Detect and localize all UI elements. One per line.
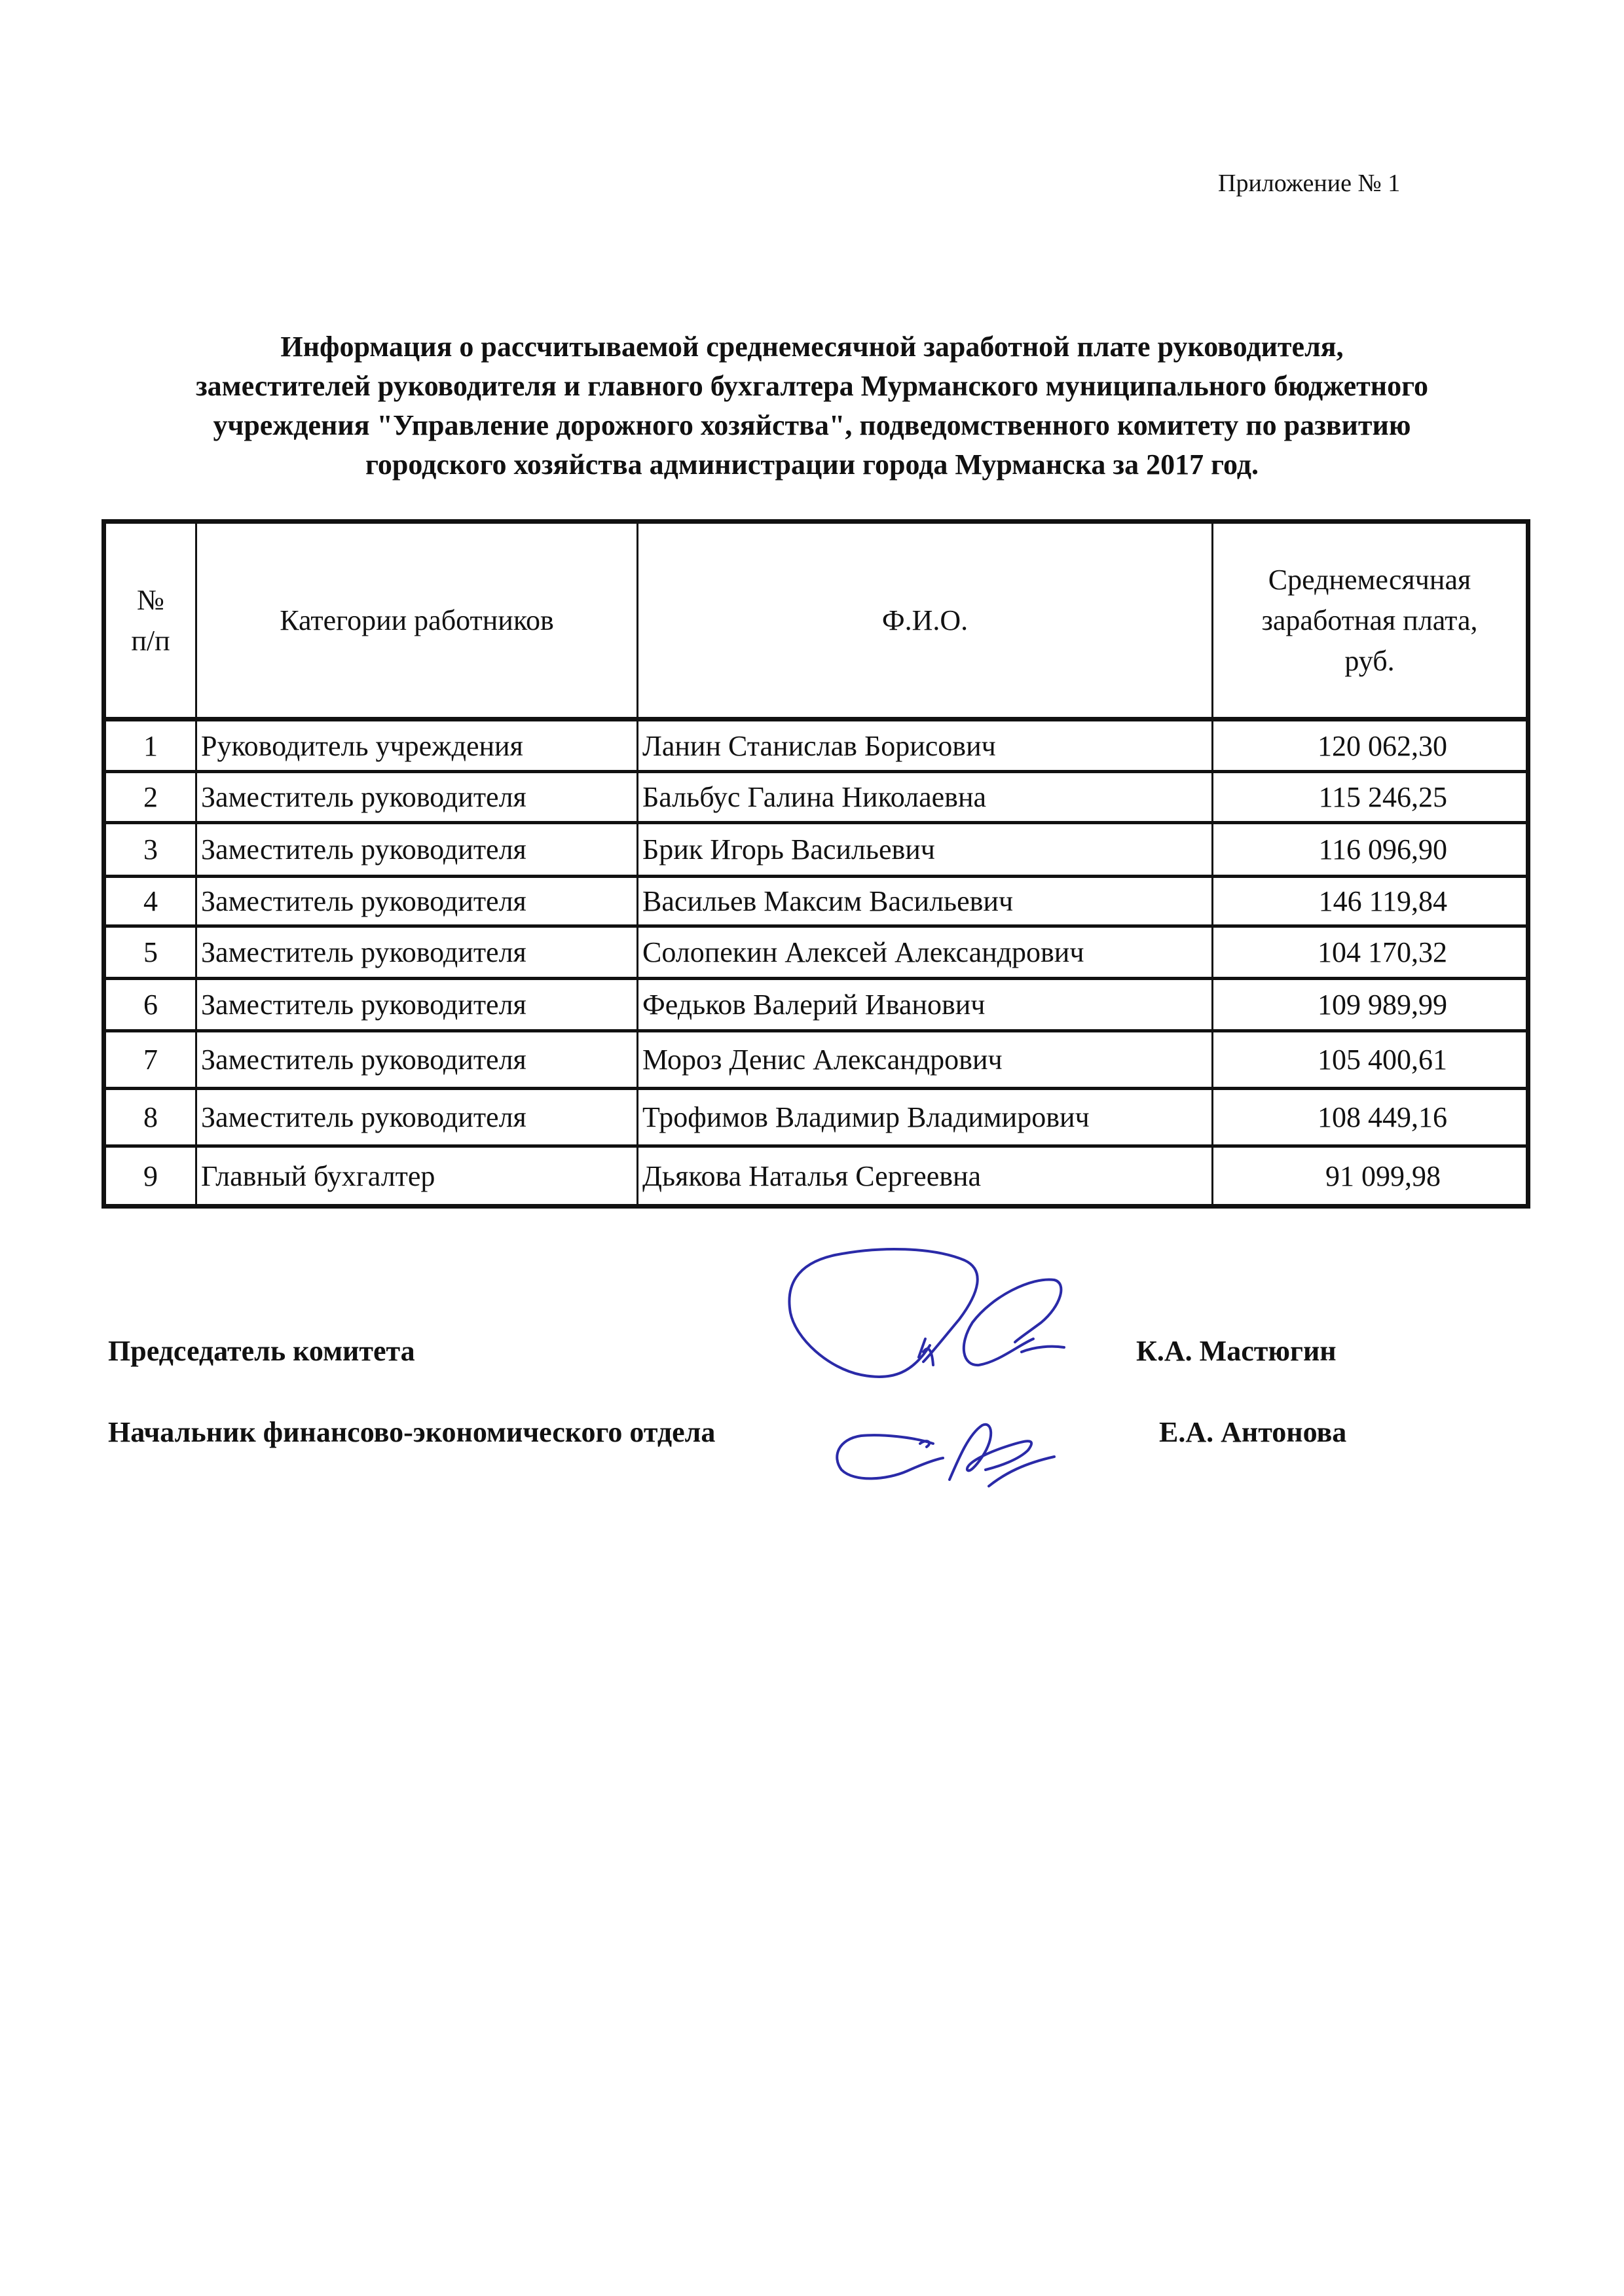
cell-category: Заместитель руководителя	[196, 926, 638, 979]
cell-category: Руководитель учреждения	[196, 720, 638, 772]
salary-table	[101, 519, 1530, 1209]
handwritten-signature-icon	[783, 1241, 1071, 1391]
cell-salary: 104 170,32	[1213, 926, 1528, 979]
cell-fio: Васильев Максим Васильевич	[638, 877, 1213, 926]
table-row	[104, 772, 1528, 823]
cell-category: Заместитель руководителя	[196, 979, 638, 1031]
cell-number: 1	[104, 720, 196, 772]
cell-fio: Бальбус Галина Николаевна	[638, 772, 1213, 823]
column-header-number: № п/п	[104, 522, 196, 720]
cell-category: Главный бухгалтер	[196, 1146, 638, 1207]
cell-fio: Солопекин Алексей Александрович	[638, 926, 1213, 979]
cell-category: Заместитель руководителя	[196, 772, 638, 823]
cell-salary: 116 096,90	[1213, 823, 1528, 877]
signatory-name-chairman: К.А. Мастюгин	[1136, 1335, 1337, 1367]
column-header-category: Категории работников	[196, 522, 638, 720]
cell-number: 7	[104, 1031, 196, 1089]
cell-salary: 146 119,84	[1213, 877, 1528, 926]
cell-salary: 115 246,25	[1213, 772, 1528, 823]
column-header-fio: Ф.И.О.	[638, 522, 1213, 720]
cell-number: 6	[104, 979, 196, 1031]
cell-category: Заместитель руководителя	[196, 1031, 638, 1089]
cell-salary: 120 062,30	[1213, 720, 1528, 772]
table-row	[104, 1031, 1528, 1089]
table-row	[104, 877, 1528, 926]
cell-number: 5	[104, 926, 196, 979]
title-line-3: учреждения "Управление дорожного хозяйства", подведомственного комитету по развитию	[213, 409, 1411, 441]
title-line-2: заместителей руководителя и главного бухгалтера Мурманского муниципального бюджетного	[195, 370, 1429, 402]
cell-fio: Дьякова Наталья Сергеевна	[638, 1146, 1213, 1207]
table-row	[104, 1146, 1528, 1207]
cell-category: Заместитель руководителя	[196, 823, 638, 877]
table-row	[104, 926, 1528, 979]
cell-number: 8	[104, 1089, 196, 1146]
handwritten-signature-icon	[828, 1417, 1064, 1489]
cell-number: 3	[104, 823, 196, 877]
table-row	[104, 823, 1528, 877]
cell-salary: 105 400,61	[1213, 1031, 1528, 1089]
cell-fio: Трофимов Владимир Владимирович	[638, 1089, 1213, 1146]
cell-category: Заместитель руководителя	[196, 877, 638, 926]
cell-number: 2	[104, 772, 196, 823]
cell-fio: Брик Игорь Васильевич	[638, 823, 1213, 877]
column-header-salary: Среднемесячная заработная плата, руб.	[1213, 522, 1528, 720]
table-row	[104, 720, 1528, 772]
cell-fio: Федьков Валерий Иванович	[638, 979, 1213, 1031]
cell-salary: 91 099,98	[1213, 1146, 1528, 1207]
cell-number: 9	[104, 1146, 196, 1207]
document-title	[98, 327, 1526, 484]
table-row	[104, 1089, 1528, 1146]
signatory-name-finance-head: Е.А. Антонова	[1159, 1416, 1347, 1448]
table-row	[104, 979, 1528, 1031]
cell-fio: Мороз Денис Александрович	[638, 1031, 1213, 1089]
signatory-position-chairman: Председатель комитета	[108, 1335, 415, 1367]
table-header-row	[104, 522, 1528, 720]
cell-number: 4	[104, 877, 196, 926]
appendix-label: Приложение № 1	[1218, 170, 1401, 197]
cell-salary: 108 449,16	[1213, 1089, 1528, 1146]
cell-salary: 109 989,99	[1213, 979, 1528, 1031]
cell-category: Заместитель руководителя	[196, 1089, 638, 1146]
title-line-1: Информация о рассчитываемой среднемесячной заработной плате руководителя,	[280, 331, 1344, 363]
signatory-position-finance-head: Начальник финансово-экономического отдела	[108, 1416, 716, 1448]
title-line-4: городского хозяйства администрации города Мурманска за 2017 год.	[365, 448, 1259, 481]
cell-fio: Ланин Станислав Борисович	[638, 720, 1213, 772]
